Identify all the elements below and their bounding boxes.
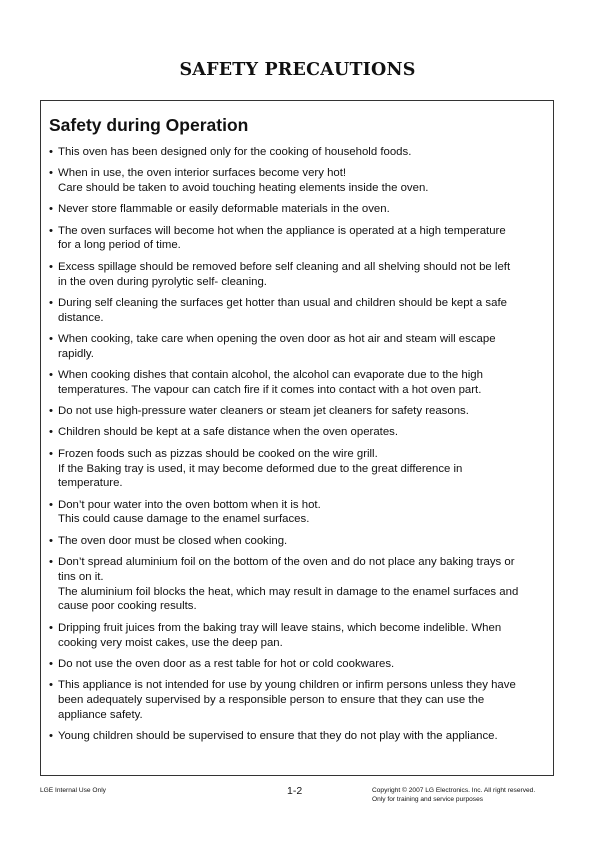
bullet-item <box>49 296 549 326</box>
bullet-marker: • <box>49 405 53 418</box>
bullet-marker: • <box>49 534 53 547</box>
bullet-marker: • <box>49 447 53 460</box>
bullet-text-line: been adequately supervised by a responsible person to ensure that they can use the <box>58 693 485 706</box>
bullet-text-line: temperatures. The vapour can catch fire if it comes into contact with a hot oven part. <box>58 383 482 396</box>
bullet-text-line: The oven surfaces will become hot when the appliance is operated at a high temperature <box>58 224 506 237</box>
bullet-text-line: tins on it. <box>58 570 104 583</box>
bullet-marker: • <box>49 426 53 439</box>
bullet-text-line: for a long period of time. <box>58 239 181 252</box>
bullet-item <box>49 534 549 549</box>
footer-internal-use: LGE Internal Use Only <box>40 787 106 794</box>
bullet-item <box>49 621 549 651</box>
bullet-text-line: distance. <box>58 311 104 324</box>
bullet-text-line: Do not use the oven door as a rest table for hot or cold cookwares. <box>58 657 395 670</box>
bullet-item <box>49 425 549 440</box>
bullet-text-line: Care should be taken to avoid touching heating elements inside the oven. <box>58 182 429 195</box>
bullet-item <box>49 678 549 722</box>
bullet-text-line: rapidly. <box>58 347 94 360</box>
bullet-marker: • <box>49 167 53 180</box>
bullet-item <box>49 260 549 290</box>
bullet-text-line: When in use, the oven interior surfaces become very hot! <box>58 167 347 180</box>
bullet-text-line: Young children should be supervised to ensure that they do not play with the appliance. <box>58 730 498 742</box>
bullet-text-line: Frozen foods such as pizzas should be cooked on the wire grill. <box>58 447 378 460</box>
bullet-text-line: cooking very moist cakes, use the deep pan. <box>58 636 283 649</box>
bullet-text-line: If the Baking tray is used, it may become deformed due to the great difference in <box>58 462 463 475</box>
bullet-marker: • <box>49 621 53 634</box>
bullet-item <box>49 555 549 614</box>
footer-copyright-block <box>372 786 535 804</box>
bullet-text-line: appliance safety. <box>58 708 143 721</box>
bullet-text-line: The aluminium foil blocks the heat, which may result in damage to the enamel surfaces and <box>58 585 519 598</box>
bullet-marker: • <box>49 332 53 345</box>
page-title: SAFETY PRECAUTIONS <box>179 60 416 80</box>
bullet-marker: • <box>49 146 53 158</box>
bullet-text-line: Do not use high-pressure water cleaners or steam jet cleaners for safety reasons. <box>58 405 469 418</box>
bullet-text-line: Dripping fruit juices from the baking tray will leave stains, which become indelible. When <box>58 621 502 634</box>
bullet-marker: • <box>49 498 53 511</box>
bullet-marker: • <box>49 260 53 273</box>
bullet-text-line: Don’t pour water into the oven bottom when it is hot. <box>58 498 321 511</box>
bullet-text-line: in the oven during pyrolytic self- cleaning. <box>58 275 267 288</box>
bullet-text-line: temperature. <box>58 477 123 490</box>
bullet-item <box>49 224 549 254</box>
bullet-item <box>49 447 549 491</box>
bullet-text-line: This could cause damage to the enamel surfaces. <box>58 513 310 526</box>
footer-copyright: Copyright © 2007 LG Electronics. Inc. All right reserved. <box>372 787 536 794</box>
bullet-text-line: This oven has been designed only for the cooking of household foods. <box>58 146 412 158</box>
bullet-text-line: Never store flammable or easily deformable materials in the oven. <box>58 203 390 216</box>
bullet-item <box>49 202 549 217</box>
bullet-text-line: Excess spillage should be removed before self cleaning and all shelving should not be left <box>58 260 511 273</box>
bullet-marker: • <box>49 203 53 216</box>
bullet-text-line: During self cleaning the surfaces get hotter than usual and children should be kept a safe <box>58 296 507 309</box>
bullet-marker: • <box>49 730 53 742</box>
safety-section-box <box>40 100 554 776</box>
bullet-marker: • <box>49 369 53 382</box>
bullet-item <box>49 404 549 419</box>
bullet-marker: • <box>49 556 53 569</box>
bullet-text-line: Children should be kept at a safe distance when the oven operates. <box>58 426 399 439</box>
bullet-item <box>49 368 549 398</box>
section-heading: Safety during Operation <box>49 115 249 135</box>
bullet-item <box>49 166 549 196</box>
bullet-text-line: cause poor cooking results. <box>58 600 197 613</box>
bullet-item <box>49 145 549 160</box>
bullet-marker: • <box>49 296 53 309</box>
bullet-text-line: This appliance is not intended for use by young children or infirm persons unless they have <box>58 679 516 692</box>
bullet-text-line: When cooking, take care when opening the oven door as hot air and steam will escape <box>58 332 496 345</box>
bullet-item <box>49 332 549 362</box>
safety-bullet-list <box>49 145 549 750</box>
bullet-text-line: Don’t spread aluminium foil on the bottom of the oven and do not place any baking trays or <box>58 556 515 569</box>
bullet-marker: • <box>49 224 53 237</box>
bullet-text-line: When cooking dishes that contain alcohol, the alcohol can evaporate due to the high <box>58 369 483 382</box>
bullet-item <box>49 657 549 672</box>
footer-page-number: 1-2 <box>287 785 303 797</box>
bullet-item <box>49 498 549 528</box>
bullet-text-line: The oven door must be closed when cooking. <box>58 534 288 547</box>
bullet-marker: • <box>49 679 53 692</box>
footer-training-note: Only for training and service purposes <box>372 796 484 803</box>
bullet-item <box>49 729 549 744</box>
bullet-marker: • <box>49 657 53 670</box>
